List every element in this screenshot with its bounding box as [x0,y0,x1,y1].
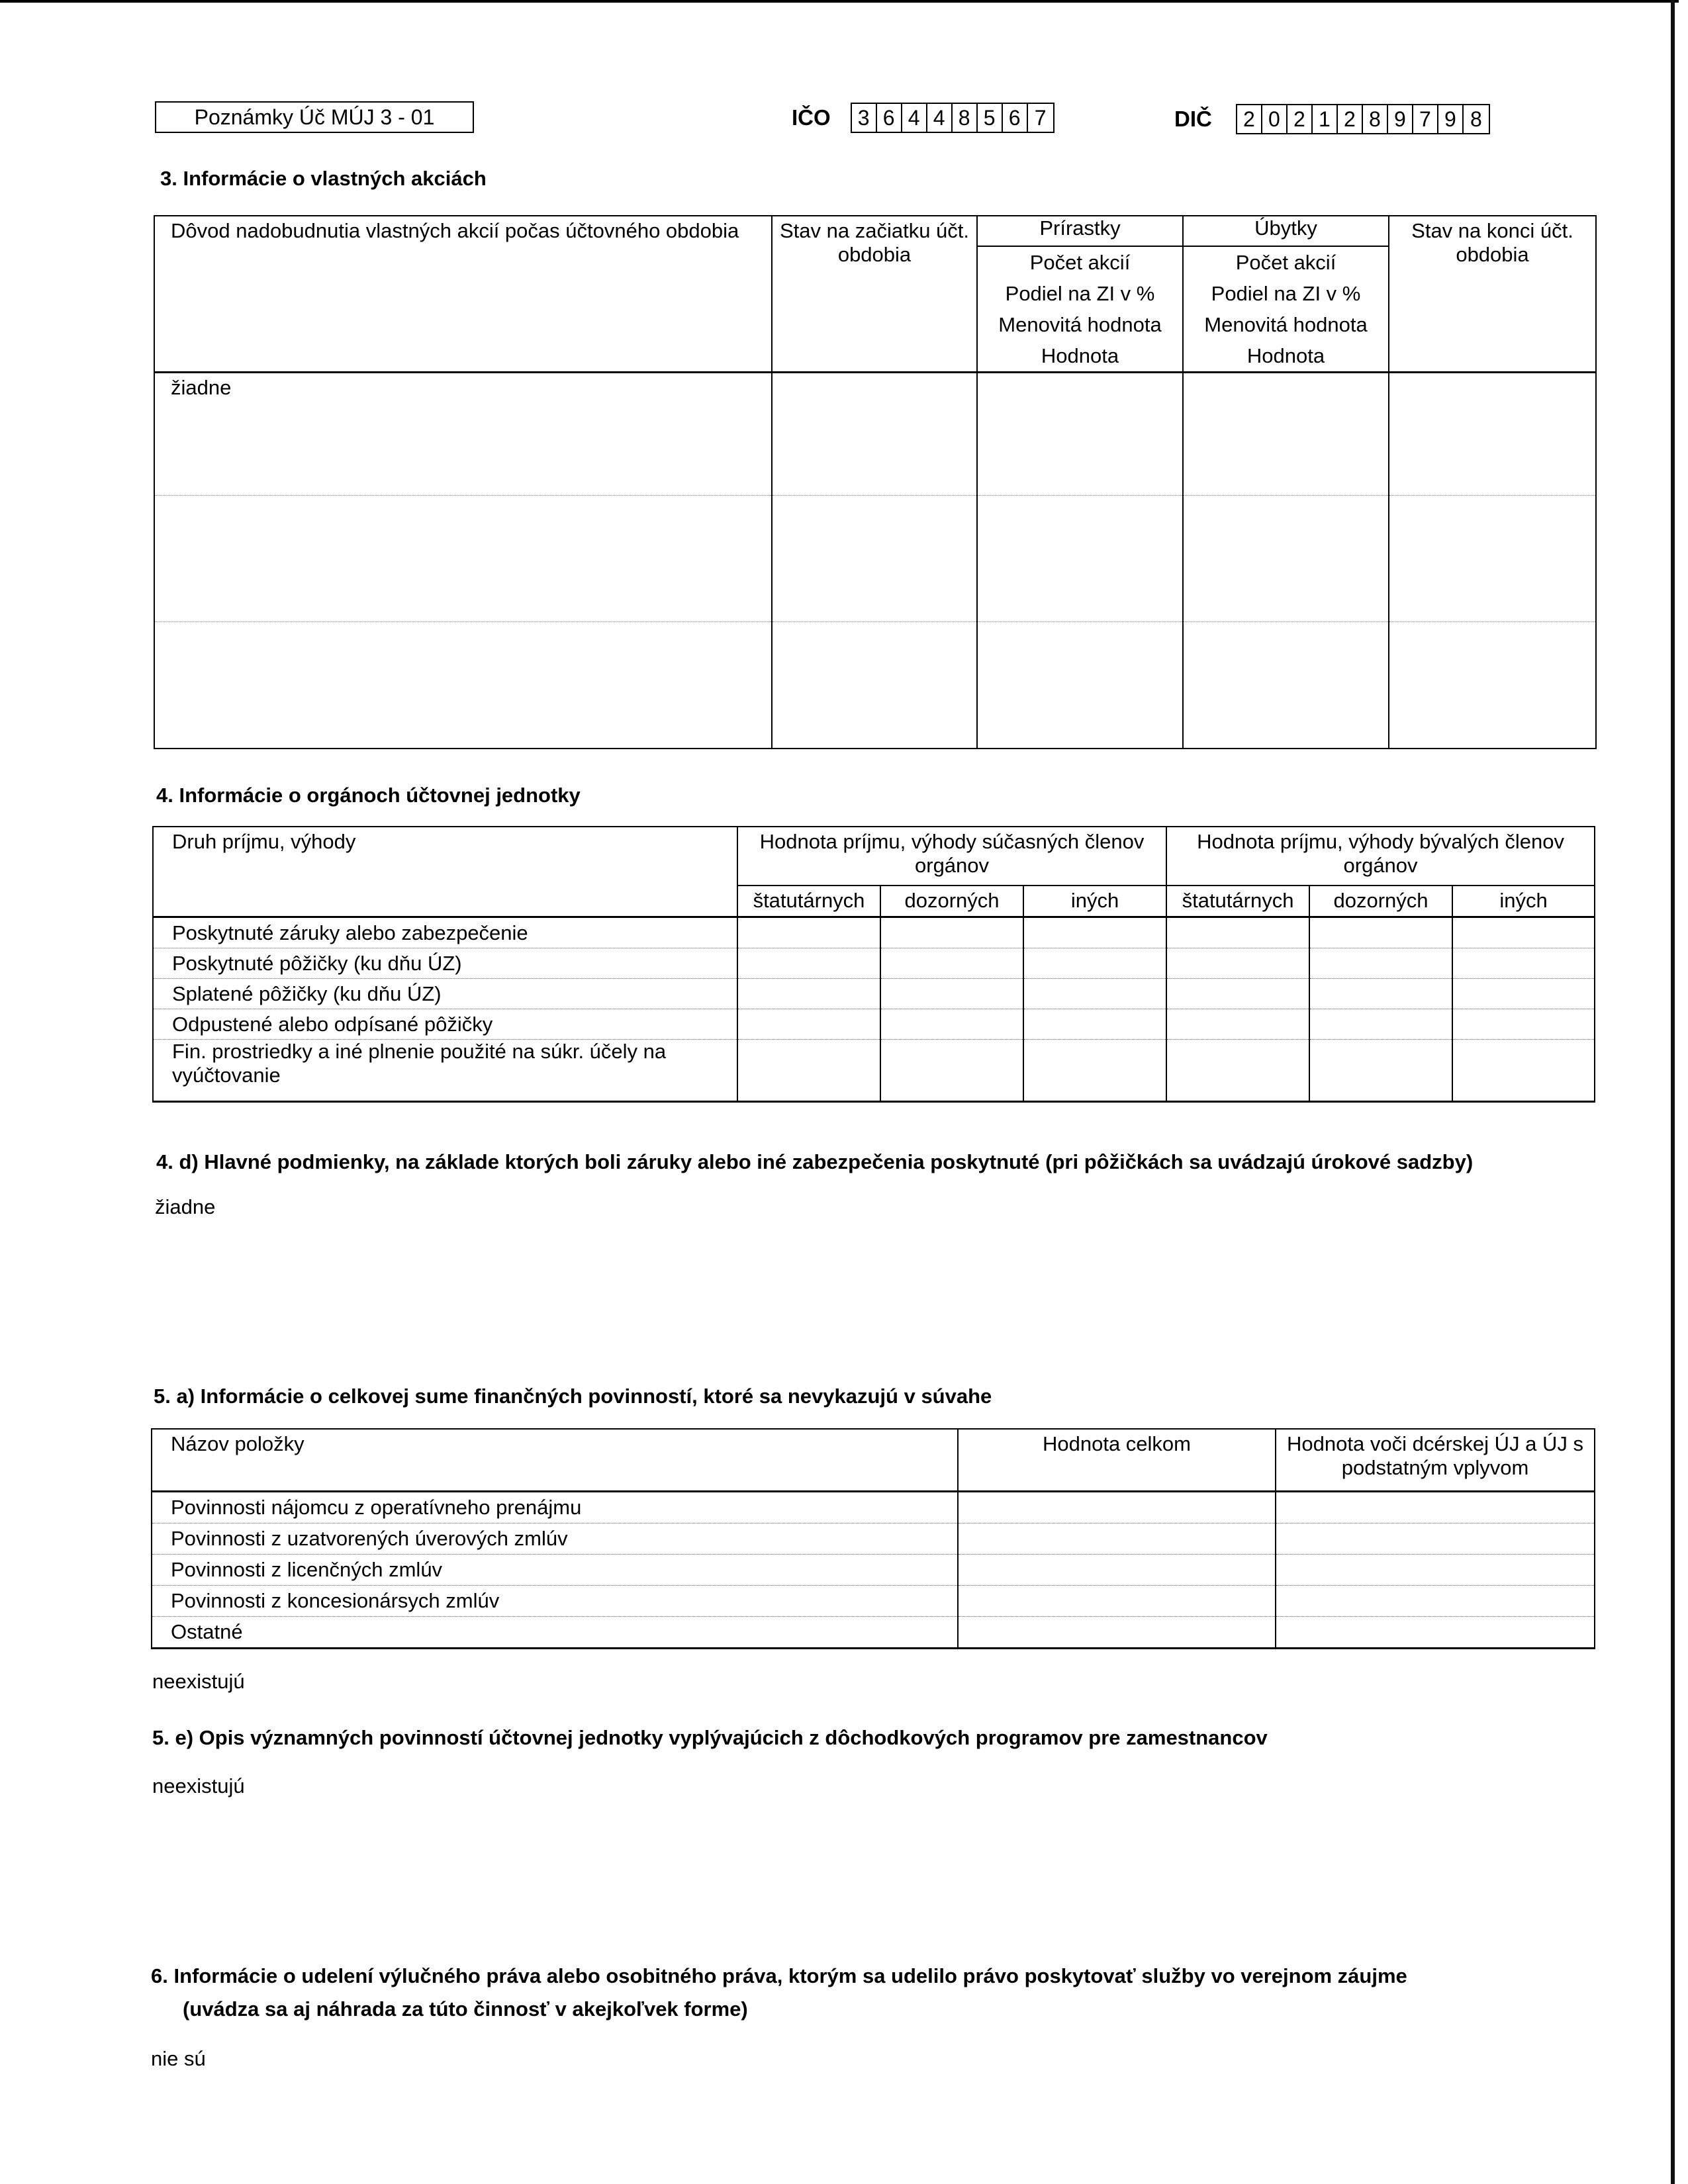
dic-digit: 8 [1470,107,1482,131]
value-cell [1023,979,1166,1009]
value-cell [958,1524,1276,1555]
col-name-label: Názov položky [171,1432,305,1455]
blank-cell [772,496,977,622]
own-shares-row-blank [154,496,772,622]
section-5e-value: neexistujú [152,1774,245,1797]
row-label: Povinnosti z koncesionársych zmlúv [152,1586,958,1617]
value-cell [958,1492,1276,1524]
value-cell [1309,979,1452,1009]
value-cell [1166,1009,1309,1040]
dic-digit: 0 [1262,105,1288,133]
own-shares-disposals-cell [1183,373,1389,496]
table-row [152,1555,1595,1586]
section-6-value: nie sú [151,2047,206,2070]
col-name-header [152,1429,958,1492]
value-cell [958,1586,1276,1617]
value-cell [1309,1040,1452,1102]
sub-col-supervisory-current: dozorných [880,886,1023,917]
sub-col-supervisory-former: dozorných [1309,886,1452,917]
ico-digit: 5 [978,104,1003,132]
value-cell [1166,979,1309,1009]
off-balance-obligations-table [151,1428,1595,1649]
own-shares-table [154,215,1597,749]
table-row [152,1492,1595,1524]
disposals-sub-nominal: Menovitá hodnota [1204,313,1368,336]
value-cell [1452,917,1595,948]
dic-digit: 8 [1363,105,1388,133]
col-reason-label: Dôvod nadobudnutia vlastných akcií počas účtovného obdobia [171,219,739,242]
dic-digit: 9 [1388,105,1413,133]
table-row [153,1009,1595,1040]
col-related-label: Hodnota voči dcérskej ÚJ a ÚJ s podstatným vplyvom [1287,1432,1583,1479]
form-id: Poznámky Úč MÚJ 3 - 01 [194,105,435,129]
blank-cell [977,496,1183,622]
value-cell [958,1617,1276,1649]
section-5e-title: 5. e) Opis významných povinností účtovnej jednotky vyplývajúcich z dôchodkových programov pre zamestnancov [152,1726,1268,1749]
dic-label: DIČ [1174,107,1212,131]
col-current-header [737,827,1166,886]
row-label: Povinnosti nájomcu z operatívneho prenájmu [152,1492,958,1524]
blank-cell [1389,622,1596,749]
col-disposals-header [1183,216,1389,246]
row-label: Poskytnuté pôžičky (ku dňu ÚZ) [153,948,737,979]
scan-border-top [0,0,1679,3]
value-cell [1276,1524,1595,1555]
col-end-header [1389,216,1596,373]
col-current-label: Hodnota príjmu, výhody súčasných členov orgánov [759,830,1145,877]
col-start-header [772,216,977,373]
value-cell [880,979,1023,1009]
blank-cell [1389,496,1596,622]
section-5a-value: neexistujú [152,1670,245,1693]
table-row [153,979,1595,1009]
scan-border-right [1671,0,1675,2184]
section-4d-title: 4. d) Hlavné podmienky, na základe ktorých boli záruky alebo iné zabezpečenia poskytnuté (pri pôžičkách sa uvádzajú úrokové sadzby) [156,1150,1474,1173]
additions-sub-share: Podiel na ZI v % [1005,282,1155,305]
own-shares-row-blank [154,622,772,749]
value-cell [1023,1040,1166,1102]
value-cell [1276,1617,1595,1649]
own-shares-start-cell [772,373,977,496]
sub-col-statutory-former: štatutárnych [1166,886,1309,917]
own-shares-additions-cell [977,373,1183,496]
value-cell [1452,979,1595,1009]
disposals-sub-share: Podiel na ZI v % [1211,282,1361,305]
col-additions-header [977,216,1183,246]
disposals-subheader [1183,246,1389,373]
section-4-title: 4. Informácie o orgánoch účtovnej jednotky [156,784,581,807]
dic-digit: 2 [1338,105,1363,133]
ico-digit: 8 [953,104,978,132]
value-cell [737,948,880,979]
additions-sub-nominal: Menovitá hodnota [998,313,1162,336]
value-cell [880,917,1023,948]
ico-digit: 4 [927,104,953,132]
blank-cell [977,622,1183,749]
col-start-label: Stav na začiatku účt. obdobia [779,219,970,266]
disposals-sub-count: Počet akcií [1235,251,1336,274]
value-cell [1309,1009,1452,1040]
value-cell [737,979,880,1009]
additions-sub-value: Hodnota [1041,344,1119,367]
col-type-label: Druh príjmu, výhody [172,830,356,853]
blank-cell [1183,622,1389,749]
bodies-table [152,826,1595,1103]
value-cell [1309,917,1452,948]
dic-field [1174,104,1490,134]
row-label: Povinnosti z uzatvorených úverových zmlúv [152,1524,958,1555]
section-5a-title: 5. a) Informácie o celkovej sume finančných povinností, ktoré sa nevykazujú v súvahe [154,1385,992,1408]
value-cell [1452,948,1595,979]
row-label: Ostatné [152,1617,958,1649]
value-cell [880,948,1023,979]
sub-col-other-former: iných [1452,886,1595,917]
col-additions-label: Prírastky [1039,216,1121,240]
value-cell [1023,948,1166,979]
row-label: Splatené pôžičky (ku dňu ÚZ) [153,979,737,1009]
value-cell [1166,1040,1309,1102]
value-cell [1023,917,1166,948]
col-type-header [153,827,737,917]
col-disposals-label: Úbytky [1254,216,1317,240]
ico-digit: 6 [877,104,902,132]
section-6-title: 6. Informácie o udelení výlučného práva alebo osobitného práva, ktorým sa udelilo právo poskytovať služby vo verejnom záujme [151,1964,1407,1987]
form-id-box [155,101,474,133]
ico-digit: 7 [1034,105,1047,130]
dic-digit: 2 [1288,105,1313,133]
dic-digits [1236,104,1490,134]
table-row [152,1524,1595,1555]
table-row [152,1617,1595,1649]
disposals-sub-value: Hodnota [1246,344,1325,367]
col-former-header [1166,827,1595,886]
value-cell [880,1009,1023,1040]
row-label: Odpustené alebo odpísané pôžičky [153,1009,737,1040]
col-reason-header [154,216,772,373]
own-shares-value: žiadne [171,376,232,399]
value-cell [1276,1555,1595,1586]
col-total-header [958,1429,1276,1492]
section-4d-value: žiadne [155,1195,216,1218]
blank-cell [772,622,977,749]
value-cell [1276,1492,1595,1524]
row-label: Poskytnuté záruky alebo zabezpečenie [153,917,737,948]
dic-digit: 1 [1313,105,1338,133]
col-former-label: Hodnota príjmu, výhody bývalých členov orgánov [1197,830,1564,877]
dic-digit: 2 [1237,105,1262,133]
col-related-header [1276,1429,1595,1492]
additions-sub-count: Počet akcií [1029,251,1131,274]
ico-field [792,103,1055,133]
ico-digits [851,103,1055,133]
col-total-label: Hodnota celkom [1042,1432,1191,1455]
table-row [153,1040,1595,1102]
value-cell [1166,917,1309,948]
dic-digit: 7 [1413,105,1438,133]
value-cell [1452,1009,1595,1040]
own-shares-reason-cell [154,373,772,496]
value-cell [1309,948,1452,979]
sub-col-other-current: iných [1023,886,1166,917]
table-row [152,1586,1595,1617]
blank-cell [1183,496,1389,622]
ico-digit: 6 [1003,104,1028,132]
own-shares-end-cell [1389,373,1596,496]
value-cell [737,1040,880,1102]
section-3-title: 3. Informácie o vlastných akciách [160,167,487,190]
row-label: Fin. prostriedky a iné plnenie použité na súkr. účely na vyúčtovanie [153,1040,737,1102]
value-cell [1452,1040,1595,1102]
col-end-label: Stav na konci účt. obdobia [1411,219,1573,266]
value-cell [1166,948,1309,979]
value-cell [737,1009,880,1040]
ico-digit: 4 [902,104,927,132]
row-label: Povinnosti z licenčných zmlúv [152,1555,958,1586]
value-cell [958,1555,1276,1586]
ico-digit: 3 [852,104,877,132]
table-row [153,948,1595,979]
sub-col-statutory-current: štatutárnych [737,886,880,917]
value-cell [1023,1009,1166,1040]
section-6-subtitle: (uvádza sa aj náhrada za túto činnosť v akejkoľvek forme) [183,1997,748,2021]
ico-label: IČO [792,105,831,130]
value-cell [737,917,880,948]
dic-digit: 9 [1438,105,1464,133]
table-row [153,917,1595,948]
value-cell [1276,1586,1595,1617]
value-cell [880,1040,1023,1102]
additions-subheader [977,246,1183,373]
